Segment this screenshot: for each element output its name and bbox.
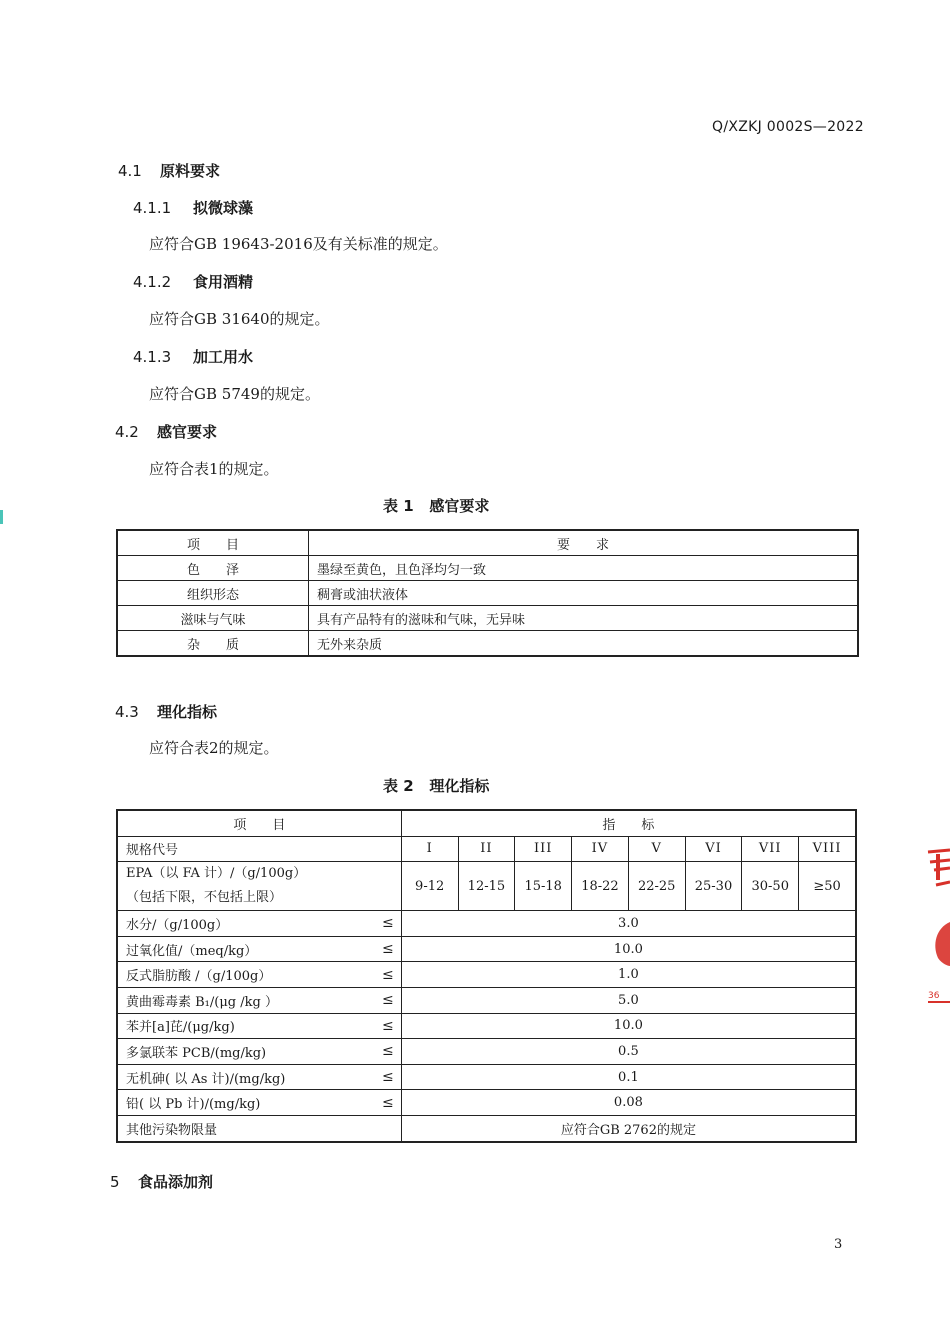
heading-4-1-1 (133, 197, 253, 218)
paragraph: 应符合表2的规定。 (149, 739, 279, 757)
value-cell: 10.0 (401, 1013, 856, 1039)
grade-cell: II (458, 836, 515, 862)
item-cell: 杂 质 (117, 631, 309, 657)
table-row (117, 1064, 856, 1090)
epa-label-line: EPA（以 FA 计）/（g/100g） (126, 866, 307, 882)
grade-cell: V (628, 836, 685, 862)
header-cell: 要 求 (309, 530, 859, 556)
le-symbol: ≤ (375, 936, 401, 962)
heading-4-2 (115, 421, 217, 442)
epa-value: 12-15 (458, 862, 515, 911)
paragraph: 应符合GB 19643-2016及有关标准的规定。 (149, 235, 448, 253)
table-row (117, 556, 858, 581)
table-row (117, 936, 856, 962)
le-symbol: ≤ (375, 1013, 401, 1039)
grade-cell: IV (572, 836, 629, 862)
table-row (117, 581, 858, 606)
le-symbol: ≤ (375, 911, 401, 937)
heading-title: 拟微球藻 (193, 199, 254, 217)
epa-label-note: （包括下限，不包括上限） (126, 890, 283, 906)
table-row (117, 1013, 856, 1039)
value-cell: 3.0 (401, 911, 856, 937)
epa-row (117, 862, 856, 911)
heading-number: 4.1.2 (133, 273, 172, 291)
item-cell: 组织形态 (117, 581, 309, 606)
value-cell: 0.1 (401, 1064, 856, 1090)
value-cell: 应符合GB 2762的规定 (401, 1115, 856, 1141)
grade-cell: III (515, 836, 572, 862)
epa-value: 18-22 (572, 862, 629, 911)
le-symbol: ≤ (375, 1064, 401, 1090)
heading-5 (110, 1171, 213, 1192)
table-row (117, 911, 856, 937)
table-1-caption (383, 495, 489, 516)
table-header-row (117, 810, 856, 836)
header-cell: 项 目 (117, 530, 309, 556)
epa-value: 15-18 (515, 862, 572, 911)
epa-value: 22-25 (628, 862, 685, 911)
standard-code: Q/XZKJ 0002S—2022 (712, 119, 864, 135)
item-cell: 过氧化值/（meq/kg） (117, 936, 375, 962)
table-row (117, 631, 858, 657)
heading-number: 4.2 (115, 423, 139, 441)
heading-4-3 (115, 701, 217, 722)
le-symbol: ≤ (375, 1039, 401, 1065)
requirement-cell: 无外来杂质 (309, 631, 859, 657)
caption-number: 表 2 (383, 777, 414, 795)
le-symbol: ≤ (375, 987, 401, 1013)
item-cell: 色 泽 (117, 556, 309, 581)
paragraph: 应符合GB 31640的规定。 (149, 310, 330, 328)
heading-number: 4.1.1 (133, 199, 172, 217)
value-cell: 10.0 (401, 936, 856, 962)
table-header-row (117, 530, 858, 556)
item-cell: 滋味与气味 (117, 606, 309, 631)
epa-label (117, 862, 401, 911)
epa-value: 9-12 (401, 862, 458, 911)
requirement-cell: 墨绿至黄色，且色泽均匀一致 (309, 556, 859, 581)
table-row (117, 962, 856, 988)
table-physicochemical (116, 809, 857, 1143)
heading-number: 4.1 (118, 162, 142, 180)
grade-row (117, 836, 856, 862)
heading-title: 加工用水 (193, 348, 254, 366)
stamp-text: 36 (928, 991, 940, 1001)
heading-number: 5 (110, 1173, 120, 1191)
value-cell: 0.08 (401, 1090, 856, 1116)
table-row (117, 1090, 856, 1116)
heading-title: 感官要求 (157, 423, 218, 441)
grade-cell: VII (742, 836, 799, 862)
page-number: 3 (834, 1237, 843, 1252)
item-cell: 铅( 以 Pb 计)/(mg/kg) (117, 1090, 375, 1116)
table-sensory (116, 529, 859, 657)
requirement-cell: 具有产品特有的滋味和气味，无异味 (309, 606, 859, 631)
caption-title: 理化指标 (429, 777, 490, 795)
item-cell: 无机砷( 以 As 计)/(mg/kg) (117, 1064, 375, 1090)
header-cell: 指 标 (401, 810, 856, 836)
epa-value: ≥50 (799, 862, 856, 911)
heading-4-1-2 (133, 271, 253, 292)
epa-value: 30-50 (742, 862, 799, 911)
heading-title: 理化指标 (157, 703, 218, 721)
grade-cell: VI (685, 836, 742, 862)
paragraph: 应符合GB 5749的规定。 (149, 385, 320, 403)
table-row (117, 987, 856, 1013)
value-cell: 0.5 (401, 1039, 856, 1065)
scan-artifact (0, 510, 3, 524)
le-symbol: ≤ (375, 1090, 401, 1116)
heading-4-1-3 (133, 346, 253, 367)
heading-number: 4.1.3 (133, 348, 172, 366)
table-row (117, 606, 858, 631)
header-cell: 项 目 (117, 810, 401, 836)
table-2-caption (383, 775, 489, 796)
le-symbol: ≤ (375, 962, 401, 988)
epa-value: 25-30 (685, 862, 742, 911)
item-cell: 苯并[a]芘/(μg/kg) (117, 1013, 375, 1039)
item-cell: 水分/（g/100g） (117, 911, 375, 937)
item-cell: 多氯联苯 PCB/(mg/kg) (117, 1039, 375, 1065)
caption-title: 感官要求 (429, 497, 490, 515)
heading-4-1 (118, 160, 220, 181)
value-cell: 1.0 (401, 962, 856, 988)
item-cell: 黄曲霉毒素 B₁/(μg /kg ） (117, 987, 375, 1013)
grade-cell: VIII (799, 836, 856, 862)
table-row (117, 1115, 856, 1141)
caption-number: 表 1 (383, 497, 414, 515)
heading-number: 4.3 (115, 703, 139, 721)
seal-stamp-icon (924, 840, 950, 1005)
paragraph: 应符合表1的规定。 (149, 460, 279, 478)
requirement-cell: 稠膏或油状液体 (309, 581, 859, 606)
heading-title: 食用酒精 (193, 273, 254, 291)
item-cell: 其他污染物限量 (117, 1115, 401, 1141)
grade-cell: I (401, 836, 458, 862)
table-row (117, 1039, 856, 1065)
item-cell: 反式脂肪酸 /（g/100g） (117, 962, 375, 988)
heading-title: 原料要求 (160, 162, 221, 180)
value-cell: 5.0 (401, 987, 856, 1013)
spec-label: 规格代号 (117, 836, 401, 862)
heading-title: 食品添加剂 (138, 1173, 214, 1191)
